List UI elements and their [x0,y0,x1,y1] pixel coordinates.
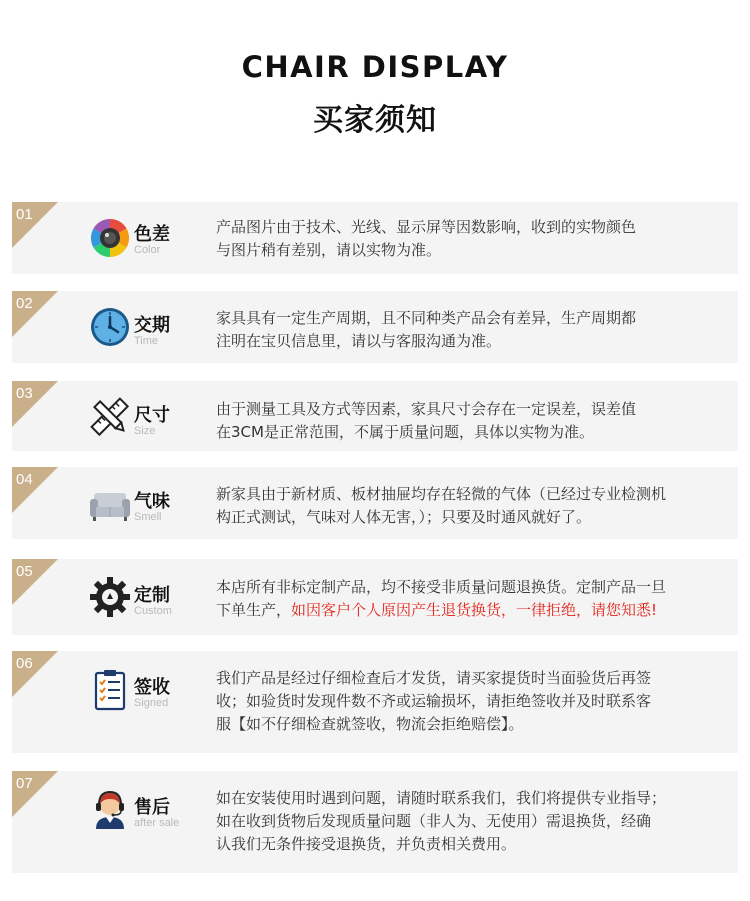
item-description [216,576,726,622]
notice-card-custom [12,559,738,635]
warning-text: 如因客户个人原因产生退货换货，一律拒绝，请您知悉! [291,601,658,619]
description-line: 产品图片由于技术、光线、显示屏等因数影响，收到的实物颜色 [216,218,637,236]
clock-icon [88,305,132,349]
description-line: 认我们无条件接受退换货，并负责相关费用。 [216,835,517,853]
item-label: 色差 [134,224,170,245]
item-label-en: Size [134,425,156,437]
checklist-icon [88,669,132,713]
item-label: 售后 [134,797,170,818]
description-line: 如在收到货物后发现质量问题（非人为、无使用）需退换货，经确 [216,812,652,830]
item-label: 尺寸 [134,405,170,426]
sofa-icon [88,483,132,527]
item-number: 02 [16,295,33,312]
description-line: 收；如验货时发现件数不齐或运输损坏，请拒绝签收并及时联系客 [216,692,652,710]
ruler-pencil-icon [88,395,132,439]
item-number: 05 [16,563,33,580]
customer-service-icon [88,787,132,831]
description-line [216,599,726,622]
page-title-en: CHAIR DISPLAY [241,50,509,84]
description-line: 新家具由于新材质、板材抽屉均存在轻微的气体（已经过专业检测机 [216,485,667,503]
item-label: 签收 [134,677,170,698]
item-label: 定制 [134,585,170,606]
item-description [216,667,726,736]
notice-card-smell [12,467,738,539]
page-header [0,0,750,160]
description-line: 由于测量工具及方式等因素，家具尺寸会存在一定误差，误差值 [216,400,637,418]
description-text: 下单生产， [216,601,292,619]
item-description [216,483,726,529]
description-line: 本店所有非标定制产品，均不接受非质量问题退换货。定制产品一旦 [216,578,667,596]
item-label-en: Time [134,335,159,347]
item-number: 06 [16,655,33,672]
description-line: 注明在宝贝信息里，请以与客服沟通为准。 [216,332,502,350]
item-description [216,787,726,856]
item-label-en: Smell [134,511,162,523]
notice-card-time [12,291,738,363]
gear-icon [88,575,132,619]
item-description [216,398,726,444]
notice-card-signed [12,651,738,753]
item-label-en: after sale [134,817,180,829]
item-label: 气味 [134,491,170,512]
item-label-en: Custom [134,605,172,617]
notice-card-size [12,381,738,451]
notice-card-color [12,202,738,274]
description-line: 我们产品是经过仔细检查后才发货，请买家提货时当面验货后再签 [216,669,652,687]
description-line: 如在安装使用时遇到问题，请随时联系我们，我们将提供专业指导； [216,789,667,807]
item-label-en: Color [134,244,161,256]
item-number: 01 [16,206,33,223]
description-line: 家具具有一定生产周期，且不同种类产品会有差异，生产周期都 [216,309,637,327]
item-description [216,307,726,353]
description-line: 与图片稍有差别，请以实物为准。 [216,241,442,259]
item-label-en: Signed [134,697,169,709]
item-number: 07 [16,775,33,792]
item-label: 交期 [134,315,170,336]
notice-card-after-sale [12,771,738,873]
item-description [216,216,726,262]
page-title-cn: 买家须知 [313,103,437,138]
item-number: 03 [16,385,33,402]
camera-lens-icon [88,216,132,260]
description-line: 服【如不仔细检查就签收，物流会拒绝赔偿】。 [216,715,524,733]
description-line: 在3CM是正常范围，不属于质量问题，具体以实物为准。 [216,423,594,441]
item-number: 04 [16,471,33,488]
description-line: 构正式测试，气味对人体无害，）；只要及时通风就好了。 [216,508,592,526]
